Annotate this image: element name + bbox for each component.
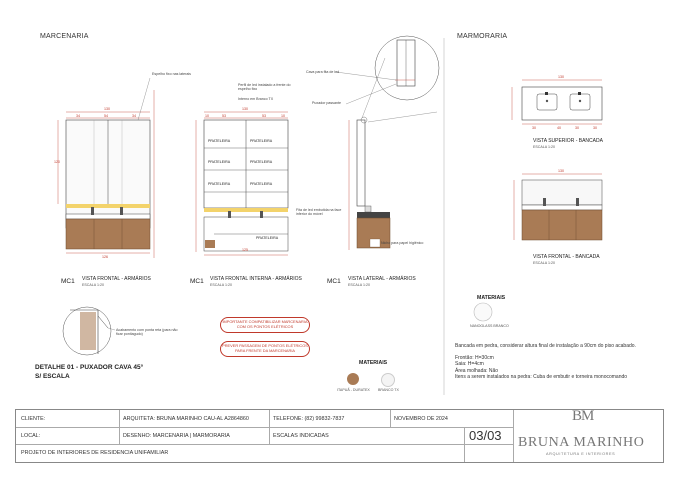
note-line: Bancada em pedra, considerar altura final de instalação a 90cm do piso acabado. (455, 343, 636, 349)
tb-cliente: CLIENTE: (21, 416, 46, 422)
top-bench-drawing (512, 80, 602, 124)
shelf-label: PRATELEIRA (250, 160, 273, 164)
note-line: Área molhada: Não (455, 367, 499, 374)
detail-subtitle: S/ ESCALA (35, 373, 70, 380)
note-finish: Acabamento com ponta reta (para não ficar pontiagudo) (116, 328, 178, 337)
material-name: BRANCO TX (378, 388, 399, 392)
dim-bench-front: 130 (558, 169, 564, 173)
note-line: Frontão: H=30cm (455, 355, 494, 362)
note-internal: Interno em Branco TX (238, 97, 274, 101)
notice-points: PREVER PASSAGEM DE PONTOS ELÉTRICOS PARA FRENTE DA MARCENARIA (220, 341, 310, 357)
view-scale: ESCALA 1:20 (82, 283, 104, 287)
dim-bench-b1: 30 (532, 126, 536, 130)
dim-bench-b3: 30 (575, 126, 579, 130)
view-title-top-bench (533, 138, 603, 149)
swatch-itapua (347, 373, 359, 385)
note-led-profile: Perfil de led instalado a frente do espelho fixo (238, 83, 291, 92)
dim-front-right: 34 (132, 114, 136, 118)
tb-projeto: PROJETO DE INTERIORES DE RESIDENCIA UNIFAMILIAR (21, 450, 169, 456)
material-name: ITAPUÃ - DURATEX (337, 388, 370, 392)
section-title-marcenaria: MARCENARIA (40, 33, 89, 40)
stone-swatch (474, 303, 492, 321)
notice-compat: IMPORTANTE COMPATIBILIZAR MARCENARIA COM OS PONTOS ELÉTRICOS (220, 317, 310, 333)
view-scale: ESCALA 1:20 (210, 283, 232, 287)
view-code: MC1 (61, 278, 75, 285)
note-mirror: Espelho fixo nas laterais (152, 72, 191, 76)
brand-subtitle: ARQUITETURA E INTERIORES (546, 452, 616, 456)
shelf-label: PRATELEIRA (208, 182, 231, 186)
view-title-internal (210, 276, 302, 287)
view-title-front (82, 276, 151, 287)
view-scale: ESCALA 1:20 (533, 145, 555, 149)
dim-bench-top: 130 (558, 75, 564, 79)
shelf-label: PRATELEIRA (208, 160, 231, 164)
shelf-label: PRATELEIRA (256, 236, 279, 240)
swatch-branco (381, 373, 395, 387)
dim-front-total: 130 (104, 107, 110, 111)
view-title-text: VISTA FRONTAL - BANCADA (533, 254, 600, 260)
note-cava: Cava para fita de led (306, 70, 340, 74)
view-title-text: VISTA FRONTAL INTERNA - ARMÁRIOS (210, 276, 302, 282)
dim-int-c: 53 (262, 114, 266, 118)
tb-telefone: TELEFONE: (82) 99832-7837 (273, 416, 345, 422)
view-code: MC1 (327, 278, 341, 285)
tb-sheet-number: 03/03 (469, 428, 502, 443)
front-bench-drawing (514, 174, 602, 240)
logo-mark: BM (572, 408, 594, 424)
note-handle: Puxador passante (312, 101, 341, 105)
view-scale: ESCALA 1:20 (533, 261, 555, 265)
brand-name: BRUNA MARINHO (518, 435, 645, 450)
tb-local: LOCAL: (21, 433, 41, 439)
view-title-text: VISTA LATERAL - ARMÁRIOS (348, 276, 416, 282)
view-scale: ESCALA 1:20 (348, 283, 370, 287)
tb-escalas: ESCALAS INDICADAS (273, 433, 329, 439)
dim-front-left: 34 (76, 114, 80, 118)
dim-bench-b2: 40 (557, 126, 561, 130)
view-title-text: VISTA FRONTAL - ARMÁRIOS (82, 276, 151, 282)
dim-int-b: 53 (222, 114, 226, 118)
view-title-text: VISTA SUPERIOR - BANCADA (533, 138, 603, 144)
view-title-front-bench (533, 254, 600, 265)
dim-int-a: 10 (205, 114, 209, 118)
tb-desenho: DESENHO: MARCENARIA | MARMORARIA (123, 433, 230, 439)
view-title-lateral (348, 276, 416, 287)
tb-data: NOVEMBRO DE 2024 (394, 416, 448, 422)
dim-front-mid: 54 (104, 114, 108, 118)
shelf-label: PRATELEIRA (250, 182, 273, 186)
view-code: MC1 (190, 278, 204, 285)
note-line: Saia: H=4cm (455, 361, 484, 368)
title-block (15, 409, 664, 463)
bench-notes (455, 343, 670, 380)
dim-front-bottom: 126 (102, 255, 108, 259)
tb-arquiteta: ARQUITETA: BRUNA MARINHO CAU-AL A2864860 (123, 416, 249, 422)
shelf-label: PRATELEIRA (250, 139, 273, 143)
dim-int-bottom: 125 (242, 248, 248, 252)
lateral-view-drawing (336, 36, 439, 250)
front-view-drawing (58, 78, 154, 258)
note-niche: Nicho para papel higiênico (381, 241, 424, 245)
note-line: Itens a serem instalados na pedra: Cuba de embutir e torneira monocomando (455, 373, 628, 380)
materials-stone-heading: MATERIAIS (477, 295, 506, 301)
note-led-strip: Fita de led embutida na face inferior do móvel (296, 208, 342, 217)
dim-int-d: 10 (281, 114, 285, 118)
materials-heading: MATERIAIS (359, 360, 388, 366)
shelf-label: PRATELEIRA (208, 139, 231, 143)
detail-title: DETALHE 01 - PUXADOR CAVA 45° (35, 364, 144, 371)
section-title-marmoraria: MARMORARIA (457, 33, 508, 40)
material-stone-name: NANOGLASS BRANCO (470, 324, 509, 328)
dim-int-total: 130 (242, 107, 248, 111)
dim-bench-b4: 30 (593, 126, 597, 130)
detail-drawing (63, 307, 115, 355)
dim-front-height: 120 (54, 160, 60, 164)
